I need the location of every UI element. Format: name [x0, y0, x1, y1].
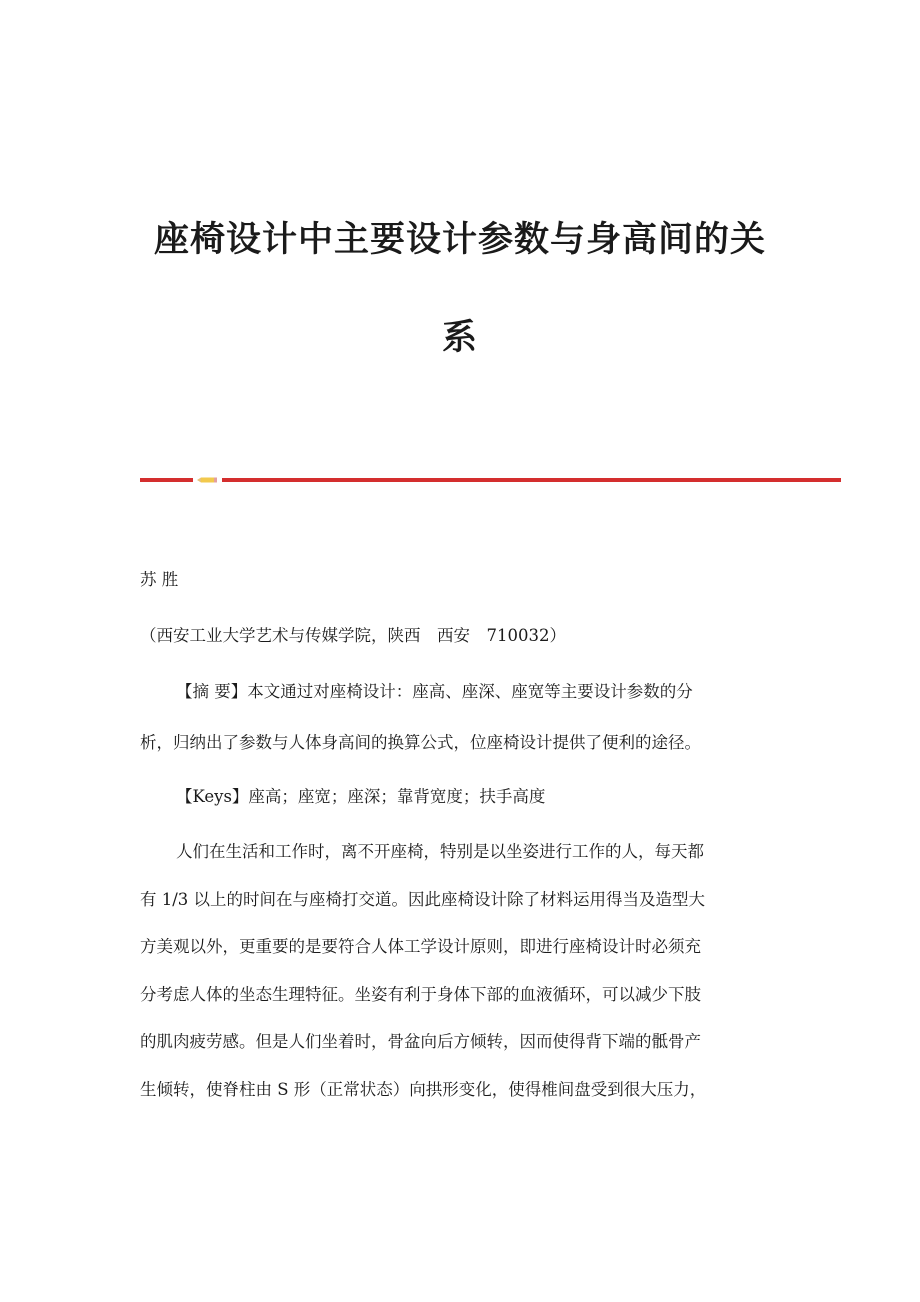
body-paragraph-line: 方美观以外，更重要的是要符合人体工学设计原则，即进行座椅设计时必须充	[140, 937, 701, 956]
affiliation: （西安工业大学艺术与传媒学院，陕西 西安 710032）	[140, 626, 566, 645]
body-paragraph-line: 生倾转，使脊柱由 S 形（正常状态）向拱形变化，使得椎间盘受到很大压力，	[140, 1080, 707, 1099]
divider-left-segment	[140, 478, 193, 482]
divider-right-segment	[222, 478, 841, 482]
page-title: 座椅设计中主要设计参数与身高间的关	[153, 219, 766, 260]
title-divider	[140, 478, 841, 483]
abstract-line-1: 【摘 要】本文通过对座椅设计：座高、座深、座宽等主要设计参数的分	[176, 682, 693, 701]
body-paragraph-line: 有 1/3 以上的时间在与座椅打交道。因此座椅设计除了材料运用得当及造型大	[140, 890, 706, 909]
keywords: 【Keys】座高；座宽；座深；靠背宽度；扶手高度	[176, 787, 546, 806]
body-paragraph-line: 分考虑人体的坐态生理特征。坐姿有利于身体下部的血液循环，可以减少下肢	[140, 985, 701, 1004]
author: 苏 胜	[140, 570, 179, 589]
pencil-icon	[197, 477, 217, 483]
body-paragraph-line: 的肌肉疲劳感。但是人们坐着时，骨盆向后方倾转，因而使得背下端的骶骨产	[140, 1032, 701, 1051]
body-paragraph-line: 人们在生活和工作时，离不开座椅，特别是以坐姿进行工作的人，每天都	[176, 842, 704, 861]
abstract-line-2: 析，归纳出了参数与人体身高间的换算公式，位座椅设计提供了便利的途径。	[140, 733, 701, 752]
page-title-continuation: 系	[441, 317, 478, 358]
